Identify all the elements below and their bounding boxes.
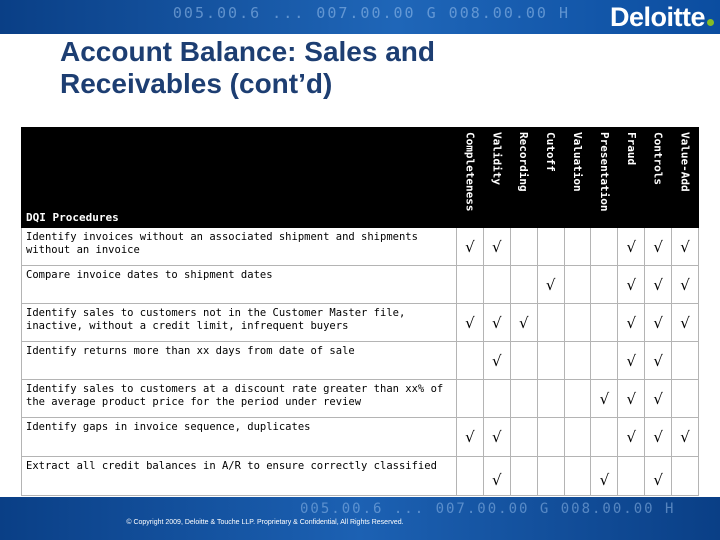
empty-cell bbox=[537, 457, 564, 496]
empty-cell bbox=[672, 380, 699, 418]
procedure-cell: Identify returns more than xx days from date of sale bbox=[22, 342, 457, 380]
check-mark: √ bbox=[591, 457, 618, 496]
check-mark: √ bbox=[618, 342, 645, 380]
procedure-cell: Identify gaps in invoice sequence, duplicates bbox=[22, 418, 457, 457]
empty-cell bbox=[510, 380, 537, 418]
table-row bbox=[22, 228, 699, 266]
check-mark: √ bbox=[618, 228, 645, 266]
check-mark: √ bbox=[483, 418, 510, 457]
column-header-fraud: Fraud bbox=[618, 128, 645, 228]
check-mark: √ bbox=[510, 304, 537, 342]
check-mark: √ bbox=[645, 380, 672, 418]
check-mark: √ bbox=[618, 380, 645, 418]
check-mark: √ bbox=[672, 304, 699, 342]
empty-cell bbox=[591, 418, 618, 457]
empty-cell bbox=[591, 228, 618, 266]
header-row bbox=[22, 128, 699, 228]
check-mark: √ bbox=[457, 228, 484, 266]
empty-cell bbox=[591, 304, 618, 342]
table-row bbox=[22, 342, 699, 380]
check-mark: √ bbox=[672, 418, 699, 457]
check-mark: √ bbox=[672, 266, 699, 304]
procedure-cell: Extract all credit balances in A/R to ensure correctly classified bbox=[22, 457, 457, 496]
header-band bbox=[0, 0, 720, 34]
check-mark: √ bbox=[618, 418, 645, 457]
empty-cell bbox=[537, 418, 564, 457]
empty-cell bbox=[564, 342, 591, 380]
empty-cell bbox=[564, 457, 591, 496]
check-mark: √ bbox=[457, 418, 484, 457]
check-mark: √ bbox=[645, 418, 672, 457]
empty-cell bbox=[537, 228, 564, 266]
empty-cell bbox=[510, 418, 537, 457]
dqi-procedures-table bbox=[21, 127, 699, 496]
column-header-validity: Validity bbox=[483, 128, 510, 228]
slide-title: Account Balance: Sales and Receivables (cont’d) bbox=[60, 36, 436, 99]
empty-cell bbox=[510, 457, 537, 496]
table-row bbox=[22, 304, 699, 342]
check-mark: √ bbox=[645, 228, 672, 266]
empty-cell bbox=[457, 342, 484, 380]
logo-dot-icon bbox=[707, 19, 714, 26]
table-row bbox=[22, 380, 699, 418]
empty-cell bbox=[510, 228, 537, 266]
check-mark: √ bbox=[483, 457, 510, 496]
deloitte-logo bbox=[610, 2, 714, 33]
check-mark: √ bbox=[483, 342, 510, 380]
empty-cell bbox=[457, 457, 484, 496]
empty-cell bbox=[564, 380, 591, 418]
empty-cell bbox=[537, 304, 564, 342]
table-row bbox=[22, 266, 699, 304]
check-mark: √ bbox=[591, 380, 618, 418]
check-mark: √ bbox=[645, 266, 672, 304]
check-mark: √ bbox=[483, 228, 510, 266]
procedure-cell: Identify sales to customers at a discount rate greater than xx% of the average product price for the period under review bbox=[22, 380, 457, 418]
column-header-controls: Controls bbox=[645, 128, 672, 228]
check-mark: √ bbox=[618, 266, 645, 304]
procedure-column-header: DQI Procedures bbox=[22, 128, 457, 228]
empty-cell bbox=[672, 457, 699, 496]
procedure-cell: Identify sales to customers not in the Customer Master file, inactive, without a credit limit, infrequent buyers bbox=[22, 304, 457, 342]
copyright-notice: © Copyright 2009, Deloitte & Touche LLP. Proprietary & Confidential, All Rights Reserved. bbox=[126, 519, 404, 526]
background-numbers-bottom: 005.00.6 ... 007.00.00 G 008.00.00 H bbox=[300, 501, 676, 517]
empty-cell bbox=[591, 342, 618, 380]
column-header-presentation: Presentation bbox=[591, 128, 618, 228]
empty-cell bbox=[564, 266, 591, 304]
table-body bbox=[22, 228, 699, 496]
empty-cell bbox=[537, 380, 564, 418]
logo-text: Deloitte bbox=[609, 2, 705, 32]
table-row bbox=[22, 457, 699, 496]
background-numbers: 005.00.6 ... 007.00.00 G 008.00.00 H bbox=[172, 4, 570, 22]
check-mark: √ bbox=[483, 304, 510, 342]
empty-cell bbox=[672, 342, 699, 380]
check-mark: √ bbox=[672, 228, 699, 266]
procedure-cell: Compare invoice dates to shipment dates bbox=[22, 266, 457, 304]
column-header-valuation: Valuation bbox=[564, 128, 591, 228]
procedure-cell: Identify invoices without an associated shipment and shipments without an invoice bbox=[22, 228, 457, 266]
check-mark: √ bbox=[645, 342, 672, 380]
empty-cell bbox=[510, 266, 537, 304]
column-header-completeness: Completeness bbox=[457, 128, 484, 228]
column-header-value-add: Value-Add bbox=[672, 128, 699, 228]
empty-cell bbox=[564, 304, 591, 342]
empty-cell bbox=[457, 380, 484, 418]
check-mark: √ bbox=[618, 304, 645, 342]
empty-cell bbox=[510, 342, 537, 380]
empty-cell bbox=[483, 266, 510, 304]
table-row bbox=[22, 418, 699, 457]
empty-cell bbox=[618, 457, 645, 496]
empty-cell bbox=[564, 418, 591, 457]
check-mark: √ bbox=[537, 266, 564, 304]
column-header-recording: Recording bbox=[510, 128, 537, 228]
empty-cell bbox=[591, 266, 618, 304]
check-mark: √ bbox=[645, 304, 672, 342]
check-mark: √ bbox=[645, 457, 672, 496]
empty-cell bbox=[537, 342, 564, 380]
column-header-cutoff: Cutoff bbox=[537, 128, 564, 228]
empty-cell bbox=[564, 228, 591, 266]
empty-cell bbox=[483, 380, 510, 418]
check-mark: √ bbox=[457, 304, 484, 342]
empty-cell bbox=[457, 266, 484, 304]
